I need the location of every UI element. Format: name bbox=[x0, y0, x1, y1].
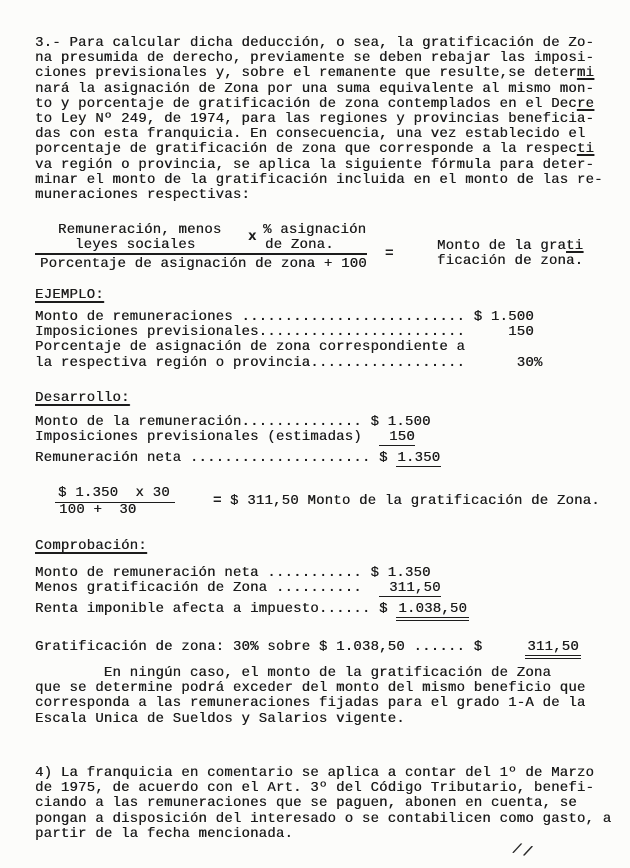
text-line: corresponda a las remuneraciones fijadas para el grado 1-A de la bbox=[35, 695, 586, 712]
text-line: En ningún caso, el monto de la gratificación de Zona bbox=[35, 665, 552, 681]
example-row: Monto de remuneraciones .......................... $ 1.500 bbox=[35, 309, 534, 325]
text-line: minar el monto de la gratificación incluida en el monto de las re- bbox=[35, 171, 603, 188]
zone-formula bbox=[0, 223, 630, 275]
text-line: nará la asignación de Zona por una suma equivalente al mismo mon- bbox=[35, 80, 595, 97]
continuation-underline: re bbox=[576, 95, 595, 112]
text-line: das con esta franquicia. En consecuencia, una vez establecido el bbox=[35, 126, 586, 143]
fraction-numerator: $ 1.350 x 30 bbox=[55, 486, 175, 503]
text-line: va región o provincia, se aplica la siguiente fórmula para deter- bbox=[35, 156, 595, 173]
ejemplo-rows bbox=[35, 310, 542, 371]
text-line: to y porcentaje de gratificación de zona contemplados en el Decre bbox=[35, 95, 595, 112]
text-line: to Ley Nº 249, de 1974, para las regiones y provincias beneficia- bbox=[35, 111, 595, 128]
desarrollo-row-imposiciones: Imposiciones previsionales (estimadas) 150 bbox=[35, 429, 415, 446]
gratificacion-result-line: Gratificación de zona: 30% sobre $ 1.038,50 ...... $ 311,50 bbox=[35, 640, 581, 655]
comprobacion-row-menos: Menos gratificación de Zona .......... 311,50 bbox=[35, 580, 441, 597]
text-line: 3.- Para calcular dicha deducción, o sea, la gratificación de Zo- bbox=[35, 35, 595, 51]
text-line: muneraciones respectivas: bbox=[35, 187, 251, 204]
example-row: Porcentaje de asignación de zona correspondiente a bbox=[35, 339, 466, 356]
comprobacion-heading: Comprobación: bbox=[35, 538, 147, 554]
formula-times-sign: x bbox=[248, 229, 257, 245]
formula-result-line2: ficación de zona. bbox=[437, 253, 584, 269]
paragraph-4 bbox=[35, 766, 611, 842]
paragraph-limit-clause bbox=[35, 666, 586, 727]
continuation-underline: ti bbox=[566, 238, 584, 254]
text-line: de 1975, de acuerdo con el Art. 3º del Código Tributario, benefi- bbox=[35, 780, 595, 797]
text-line: Escala Unica de Sueldos y Salarios vigente. bbox=[35, 710, 405, 727]
continuation-underline: mi bbox=[576, 65, 595, 82]
subtraction-rule-value: 150 bbox=[379, 429, 415, 446]
calculation-fraction bbox=[55, 486, 615, 522]
text-line: pongan a disposición del interesado o se contabilicen como gasto, a bbox=[35, 810, 612, 827]
desarrollo-row-neta: Remuneración neta ..................... $ 1.350 bbox=[35, 450, 441, 467]
fraction-bar bbox=[35, 253, 367, 255]
desarrollo-heading: Desarrollo: bbox=[35, 390, 130, 406]
example-row: Imposiciones previsionales........................ 150 bbox=[35, 324, 534, 341]
ejemplo-heading: EJEMPLO: bbox=[35, 287, 104, 303]
equals-sign: = bbox=[385, 246, 394, 262]
continuation-slashes-mark: // bbox=[510, 840, 536, 863]
fraction-denominator: 100 + 30 bbox=[59, 502, 137, 518]
desarrollo-rows bbox=[35, 415, 441, 467]
continuation-underline: ti bbox=[576, 141, 595, 158]
underlined-total: 1.350 bbox=[397, 450, 441, 467]
desarrollo-row-remuneracion: Monto de la remuneración.............. $ 1.500 bbox=[35, 414, 431, 430]
double-underlined-total: 1.038,50 bbox=[396, 601, 469, 621]
comprobacion-row-neta: Monto de remuneración neta ........... $ 1.350 bbox=[35, 565, 431, 581]
text-line: ciando a las remuneraciones que se paguen, abonen en cuenta, se bbox=[35, 795, 577, 812]
formula-result-line1: Monto de la grati bbox=[437, 238, 584, 254]
example-row: la respectiva región o provincia.................. 30% bbox=[35, 354, 543, 371]
formula-numerator-left-2: leyes sociales bbox=[75, 237, 196, 253]
formula-numerator-left-1: Remuneración, menos bbox=[58, 222, 222, 238]
paragraph-3 bbox=[35, 36, 603, 203]
equals-sign: = bbox=[213, 493, 222, 509]
subtraction-rule-value: 311,50 bbox=[379, 580, 441, 597]
text-line: porcentaje de gratificación de zona que corresponde a la respecti bbox=[35, 141, 595, 158]
comprobacion-row-renta: Renta imponible afecta a impuesto...... $ 1.038,50 bbox=[35, 602, 469, 617]
text-line: partir de la fecha mencionada. bbox=[35, 825, 294, 842]
formula-numerator-right-2: de Zona. bbox=[265, 237, 334, 253]
fraction-result: $ 311,50 Monto de la gratificación de Zona. bbox=[230, 493, 600, 509]
double-underlined-total: 311,50 bbox=[525, 639, 581, 659]
comprobacion-rows bbox=[35, 566, 469, 618]
text-line: na presumida de derecho, previamente se deben rebajar las imposi- bbox=[35, 50, 595, 67]
text-line: que se determine podrá exceder del monto del mismo beneficio que bbox=[35, 680, 586, 697]
text-line: 4) La franquicia en comentario se aplica a contar del 1º de Marzo bbox=[35, 765, 595, 781]
formula-denominator: Porcentaje de asignación de zona + 100 bbox=[40, 256, 367, 272]
text-line: ciones previsionales y, sobre el remanente que resulte,se determi bbox=[35, 65, 595, 82]
formula-numerator-right-1: % asignación bbox=[263, 222, 367, 238]
